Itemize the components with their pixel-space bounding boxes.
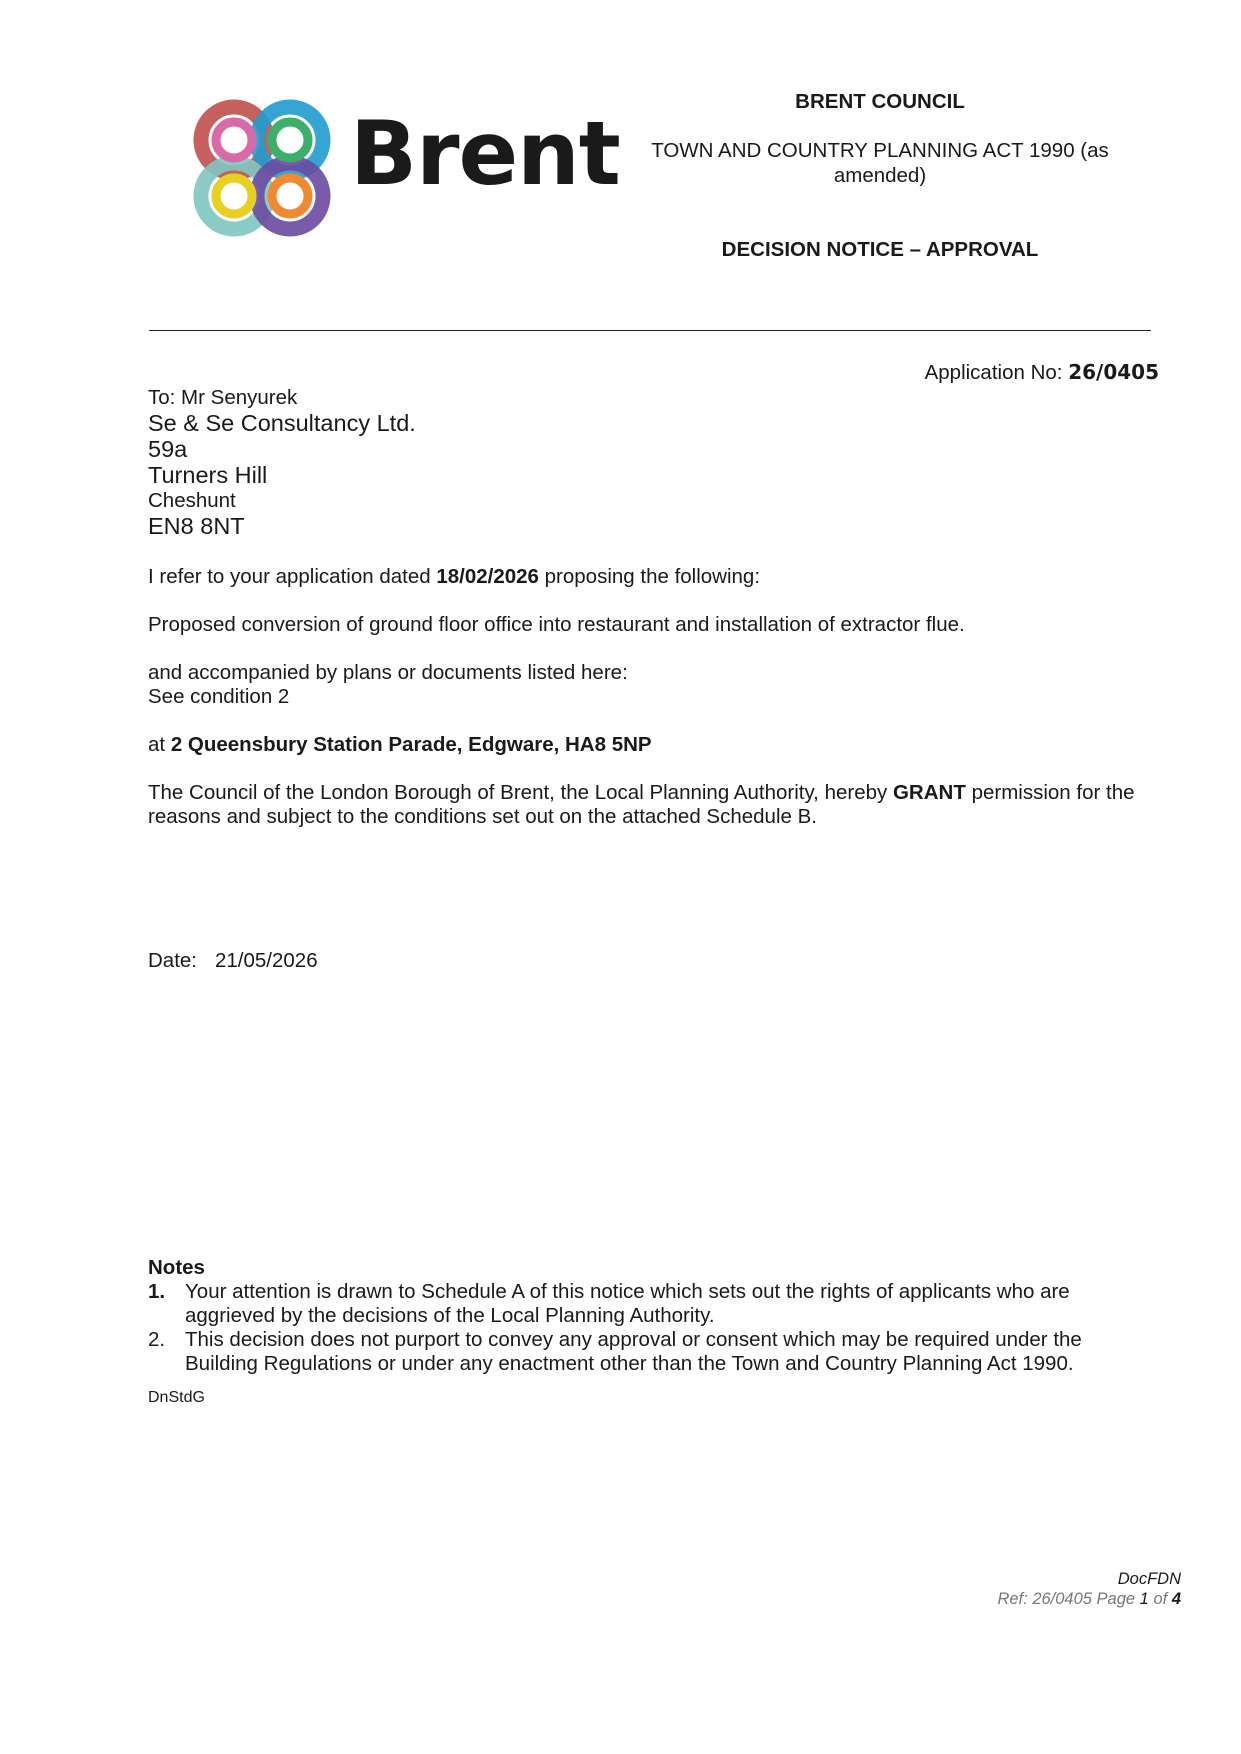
grant-word: GRANT — [892, 781, 966, 804]
note-text: This decision does not purport to convey any approval or consent which may be required under the Building Regulations or under any enactment other than the Town and Country Planning Act 1990. — [185, 1328, 1082, 1375]
site-address-paragraph — [148, 733, 1148, 757]
grant-suffix: permission for the reasons and subject to the conditions set out on the attached Schedule B. — [148, 781, 1135, 828]
address-line-3: Cheshunt — [148, 489, 236, 512]
plans-paragraph — [148, 661, 1148, 709]
note-text: Your attention is drawn to Schedule A of this notice which sets out the rights of applicants who are aggrieved by the decisions of the Local Planning Authority. — [185, 1280, 1070, 1327]
recipient-address — [148, 385, 416, 539]
decision-title: DECISION NOTICE – APPROVAL — [721, 238, 1039, 261]
note-item — [148, 1328, 1148, 1376]
note-item — [148, 1280, 1148, 1328]
notes-title: Notes — [148, 1256, 205, 1279]
address-line-1: 59a — [148, 436, 188, 462]
date-value: 21/05/2026 — [215, 949, 318, 972]
decision-date — [148, 949, 1148, 973]
application-date: 18/02/2026 — [436, 565, 539, 588]
brent-logo-icon — [182, 88, 342, 248]
refer-prefix: I refer to your application dated — [148, 565, 431, 588]
note-number: 1. — [148, 1280, 166, 1303]
plans-line-2: See condition 2 — [148, 685, 290, 708]
footer-page-number: 1 — [1139, 1590, 1149, 1608]
council-name: BRENT COUNCIL — [795, 90, 965, 113]
date-label: Date: — [148, 949, 197, 972]
footer-ref-prefix: Ref: 26/0405 Page — [997, 1590, 1136, 1608]
page-footer — [997, 1569, 1181, 1609]
plans-line-1: and accompanied by plans or documents listed here: — [148, 661, 628, 684]
proposal-description: Proposed conversion of ground floor office into restaurant and installation of extractor flue. — [148, 613, 965, 636]
site-prefix: at — [148, 733, 166, 756]
site-address: 2 Queensbury Station Parade, Edgware, HA8 5NP — [170, 733, 652, 756]
refer-suffix: proposing the following: — [544, 565, 761, 588]
application-number-label: Application No: — [924, 361, 1063, 384]
grant-prefix: The Council of the London Borough of Brent, the Local Planning Authority, hereby — [148, 781, 888, 804]
header-divider — [149, 330, 1151, 331]
grant-paragraph — [148, 781, 1148, 829]
recipient-name: To: Mr Senyurek — [148, 386, 298, 409]
act-title: TOWN AND COUNTRY PLANNING ACT 1990 (as amended) — [651, 139, 1109, 187]
note-number: 2. — [148, 1328, 166, 1351]
recipient-company: Se & Se Consultancy Ltd. — [148, 410, 416, 436]
logo-wordmark: Brent — [350, 102, 620, 205]
template-code: DnStdG — [148, 1389, 205, 1406]
address-line-2: Turners Hill — [148, 462, 268, 488]
notes-section — [148, 1256, 1148, 1376]
footer-page-total: 4 — [1171, 1590, 1181, 1608]
application-number-value: 26/0405 — [1068, 360, 1159, 384]
application-number — [925, 360, 1159, 385]
application-reference-paragraph — [148, 565, 1148, 589]
brent-logo — [182, 88, 620, 248]
address-postcode: EN8 8NT — [148, 513, 245, 539]
footer-doc-code: DocFDN — [1117, 1570, 1181, 1588]
footer-page-ref — [997, 1589, 1181, 1609]
footer-of: of — [1153, 1590, 1168, 1608]
